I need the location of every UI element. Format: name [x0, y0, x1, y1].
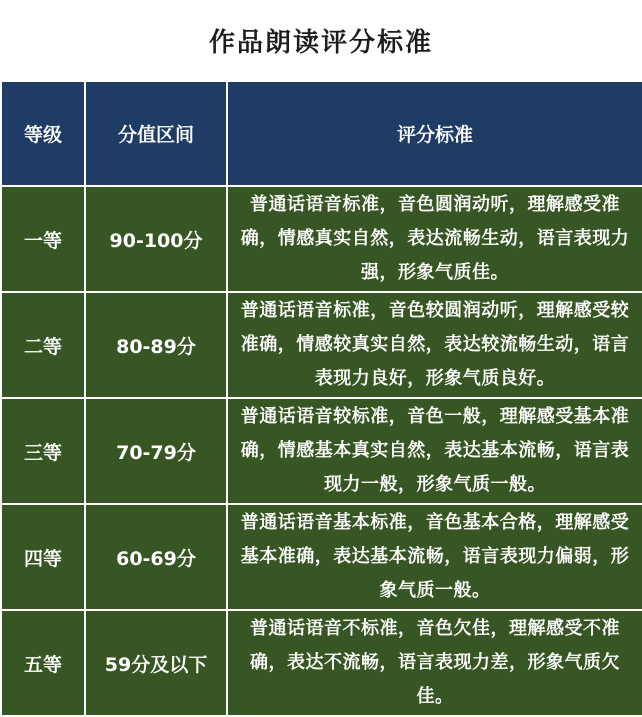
table-row	[1, 186, 642, 292]
table-header-row	[1, 81, 642, 186]
level-cell: 二等	[1, 292, 85, 398]
criteria-cell: 普通话语音标准，音色较圆润动听，理解感受较准确，情感较真实自然，表达较流畅生动，语言表现力良好，形象气质良好。	[227, 292, 642, 398]
criteria-cell: 普通话语音标准，音色圆润动听，理解感受准确，情感真实自然，表达流畅生动，语言表现力强，形象气质佳。	[227, 186, 642, 292]
score-cell: 90-100分	[85, 186, 227, 292]
score-cell: 80-89分	[85, 292, 227, 398]
score-cell: 59分及以下	[85, 610, 227, 716]
level-cell: 五等	[1, 610, 85, 716]
table-row	[1, 610, 642, 716]
table-row	[1, 292, 642, 398]
score-cell: 70-79分	[85, 398, 227, 504]
table-row	[1, 504, 642, 610]
header-level: 等级	[1, 81, 85, 186]
header-score-range: 分值区间	[85, 81, 227, 186]
scoring-table	[0, 80, 642, 717]
level-cell: 一等	[1, 186, 85, 292]
score-cell: 60-69分	[85, 504, 227, 610]
header-criteria: 评分标准	[227, 81, 642, 186]
page-title: 作品朗读评分标准	[208, 27, 433, 58]
level-cell: 四等	[1, 504, 85, 610]
criteria-cell: 普通话语音较标准，音色一般，理解感受基本准确，情感基本真实自然，表达基本流畅，语言表现力一般，形象气质一般。	[227, 398, 642, 504]
level-cell: 三等	[1, 398, 85, 504]
criteria-cell: 普通话语音基本标准，音色基本合格，理解感受基本准确，表达基本流畅，语言表现力偏弱，形象气质一般。	[227, 504, 642, 610]
criteria-cell: 普通话语音不标准，音色欠佳，理解感受不准确，表达不流畅，语言表现力差，形象气质欠佳。	[227, 610, 642, 716]
table-row	[1, 398, 642, 504]
